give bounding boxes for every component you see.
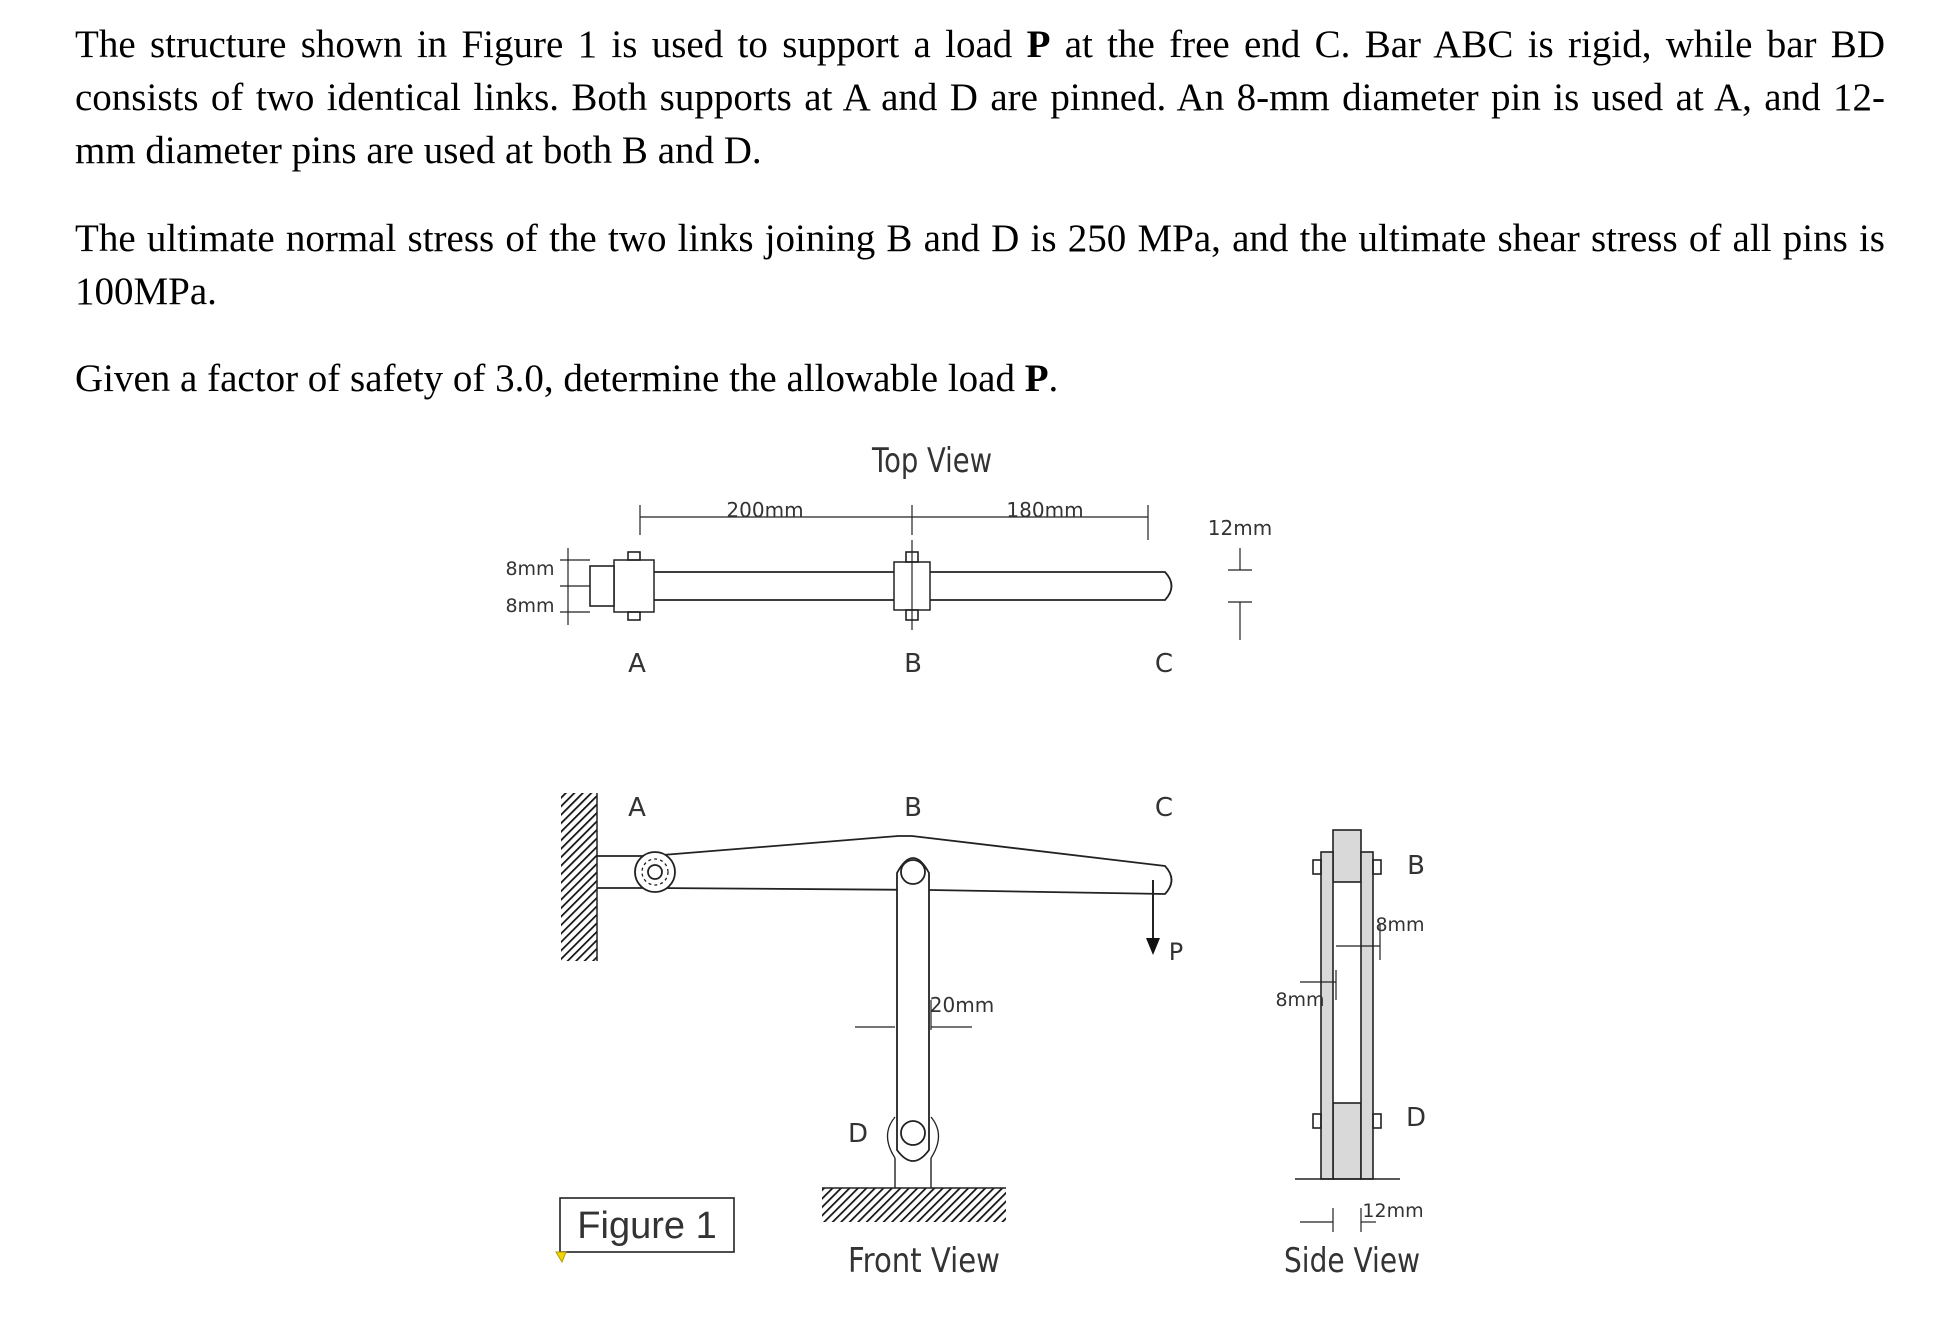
figure-caption: Figure 1 (577, 1205, 717, 1247)
dim-lower-8mm: 8mm (505, 595, 555, 617)
front-label-p: P (1168, 938, 1184, 966)
paragraph-3-text-b: . (1048, 357, 1059, 400)
paragraph-1-text-b: at the free end C. Bar ABC is rigid, while bar BD consists of two identical links. Both supports at A and D are pinned. An 8-mm diameter pin is used at A, and 12-mm diameter pins are used at both B and D. (75, 23, 1885, 172)
top-view-title: Top View (871, 441, 992, 481)
front-label-c: C (1154, 793, 1174, 823)
side-label-d: D (1405, 1103, 1427, 1133)
top-view (505, 441, 1272, 679)
problem-paragraph-2: The ultimate normal stress of the two links joining B and D is 250 MPa, and the ultimate shear stress of all pins is 100MPa. (75, 217, 1885, 313)
dim-thickness-12mm: 12mm (1362, 1200, 1424, 1222)
side-view (1275, 830, 1426, 1281)
paragraph-1-text-a: The structure shown in Figure 1 is used to support a load (75, 23, 1027, 66)
wall-support-a (561, 793, 597, 961)
side-link-left (1321, 852, 1333, 1179)
figure-caption-box (556, 1198, 734, 1262)
top-label-b: B (904, 649, 922, 679)
front-view-title: Front View (848, 1241, 1000, 1281)
top-label-c: C (1154, 649, 1174, 679)
dim-bc-label: 180mm (1006, 498, 1084, 522)
side-bar-b (1333, 830, 1361, 882)
front-label-a: A (628, 793, 646, 823)
dim-upper-8mm: 8mm (505, 558, 555, 580)
paragraph-3-text-a: Given a factor of safety of 3.0, determine the allowable load (75, 357, 1025, 400)
front-label-b: B (904, 793, 922, 823)
side-view-title: Side View (1284, 1241, 1420, 1281)
bar-abc-top (596, 572, 1172, 600)
dim-gap-8mm: 8mm (1375, 914, 1425, 936)
dim-width-12mm: 12mm (1207, 516, 1273, 540)
link-bd-front (897, 858, 929, 1161)
dim-link-width-20mm: 20mm (929, 993, 995, 1017)
dim-link-8mm: 8mm (1275, 989, 1325, 1011)
dim-ab-label: 200mm (726, 498, 804, 522)
bar-abc-front (597, 836, 1172, 894)
side-block-d (1333, 1103, 1361, 1179)
side-label-b: B (1407, 851, 1425, 881)
front-label-d: D (847, 1119, 869, 1149)
top-label-a: A (628, 649, 646, 679)
side-link-right (1361, 852, 1373, 1179)
load-symbol: P (1026, 23, 1051, 66)
ground-support-d (822, 1188, 1006, 1222)
load-symbol: P (1024, 357, 1049, 400)
